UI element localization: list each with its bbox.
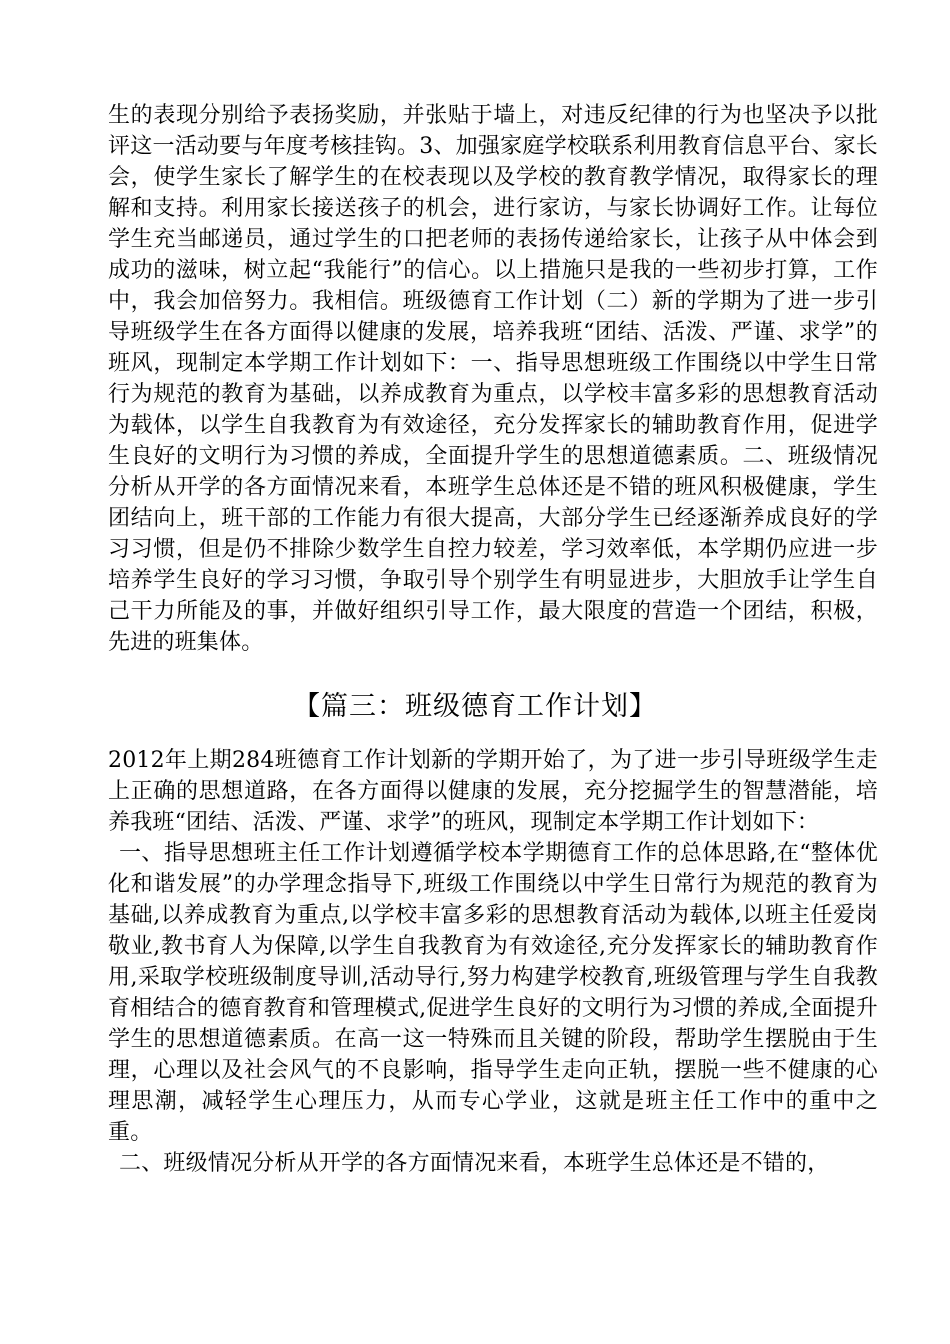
paragraph-1: 生的表现分别给予表扬奖励，并张贴于墙上，对违反纪律的行为也坚决予以批评这一活动要与年度考核挂钩。3、加强家庭学校联系利用教育信息平台、家长会，使学生家长了解学生的在校表现以及学校的教育教学情况，取得家长的理解和支持。利用家长接送孩子的机会，进行家访，与家长协调好工作。让每位学生充当邮递员，通过学生的口把老师的表扬传递给家长，让孩子从中体会到成功的滋味，树立起“我能行”的信心。以上措施只是我的一些初步打算，工作中，我会加倍努力。我相信。班级德育工作计划（二）新的学期为了进一步引导班级学生在各方面得以健康的发展，培养我班“团结、活泼、严谨、求学”的班风，现制定本学期工作计划如下：一、指导思想班级工作围绕以中学生日常行为规范的教育为基础，以养成教育为重点，以学校丰富多彩的思想教育活动为载体，以学生自我教育为有效途径，充分发挥家长的辅助教育作用，促进学生良好的文明行为习惯的养成，全面提升学生的思想道德素质。二、班级情况分析从开学的各方面情况来看，本班学生总体还是不错的班风积极健康，学生团结向上，班干部的工作能力有很大提高，大部分学生已经逐渐养成良好的学习习惯，但是仍不排除少数学生自控力较差，学习效率低，本学期仍应进一步培养学生良好的学习习惯，争取引导个别学生有明显进步，大胆放手让学生自己干力所能及的事，并做好组织引导工作，最大限度的营造一个团结，积极，先进的班集体。 [108,103,878,655]
paragraph-4: 二、班级情况分析从开学的各方面情况来看，本班学生总体还是不错的， [119,1151,830,1176]
section-heading: 【篇三：班级德育工作计划】 [293,691,657,722]
text-block-top [108,100,878,658]
text-block-bottom [108,745,878,1179]
paragraph-2: 2012年上期284班德育工作计划新的学期开始了，为了进一步引导班级学生走上正确的思想道路，在各方面得以健康的发展，充分挖掘学生的智慧潜能，培养我班“团结、活泼、严谨、求学”的班风，现制定本学期工作计划如下： [108,748,878,835]
paragraph-3: 一、指导思想班主任工作计划遵循学校本学期德育工作的总体思路,在“整体优化和谐发展”的办学理念指导下,班级工作围绕以中学生日常行为规范的教育为基础,以养成教育为重点,以学校丰富多彩的思想教育活动为载体,以班主任爱岗敬业,教书育人为保障,以学生自我教育为有效途径,充分发挥家长的辅助教育作用,采取学校班级制度导训,活动导行,努力构建学校教育,班级管理与学生自我教育相结合的德育教育和管理模式,促进学生良好的文明行为习惯的养成,全面提升学生的思想道德素质。在高一这一特殊而且关键的阶段，帮助学生摆脱由于生理，心理以及社会风气的不良影响，指导学生走向正轨，摆脱一些不健康的心理思潮，减轻学生心理压力，从而专心学业，这就是班主任工作中的重中之重。 [108,841,878,1145]
